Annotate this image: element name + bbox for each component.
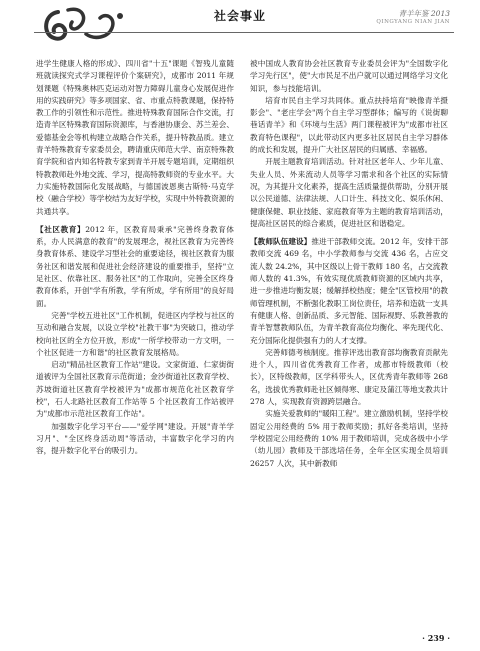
paragraph-text: 推进干部教师交流。2012 年，安排干部教师交流 469 名，中小学教师参与交流 436 名，占应交流人数 24.2%，其中区级以上骨干教师 180 名，占交流教师人数的 41.3%，有效实现优质教师资源的区域内共享，进一步推进均衡发展；缓解择校热度；健全"区管校用"的教师管理机制，不断强化教职工岗位责任，培养和造就一支具有健康人格、创新品质、多元智能、国际视野、乐教善教的青羊智慧教师队伍，为青羊教育高位均衡化、率先现代化、充分国际化提供强有力的人才支撑。	[250, 237, 448, 345]
paragraph: 培育市民自主学习共同体。重点扶持培育"映像青羊摄影会"、"老庄学会"两个自主学习型群体；编写的《说街聊巷话青羊》和《环境与生活》两门课程被评为"成都市社区教育特色课程"，以此带动区内更多社区居民自主学习群体的成长和发展，提升广大社区居民的归属感、幸福感。	[250, 95, 448, 155]
paragraph-text: 2012 年，区教育局秉承"完善终身教育体系，办人民满意的教育"的发展理念，视社区教育为完善终身教育体系、建设学习型社会的重要途径，视社区教育为服务社区和谐发展和促进社会经济建设的重要推手，坚持"立足社区、依靠社区、服务社区"的工作取向，完善全区终身教育体系，开创"学有所教，学有所成，学有所用"的良好局面。	[36, 224, 235, 308]
section-paragraph	[36, 224, 234, 310]
header-divider	[34, 32, 454, 33]
paragraph: 实施关爱教师的"暖阳工程"。建立激励机制，坚持学校固定公用经费的 5% 用于教师奖励；抓好各类培训，坚持学校固定公用经费的 10% 用于教师培训，完成各级中小学（幼儿园）教师及干部选培任务，全年全区实现全员培训 26257 人次，其中新教师	[250, 409, 448, 468]
paragraph: 完善"学校五进社区"工作机制，促进区内学校与社区的互动和融合发展，以设立学校"社教干事"为突破口，推动学校向社区的全方位开放，形成"一所学校带动一方文明，一个社区促进一方和谐"的社区教育发展格局。	[36, 310, 234, 357]
paragraph: 被中国成人教育协会社区教育专业委员会评为"全国数字化学习先行区"，使"大市民足不出户就可以通过网络学习文化知识，参与技能培训。	[250, 59, 448, 93]
section-heading-teacher-team: 【教师队伍建设】	[250, 237, 312, 247]
paragraph: 加强数字化学习平台——"爱学网"建设。开展"青羊学习月"、"全区终身活动周"等活动，丰富数字化学习的内容，提升数字化平台的吸引力。	[36, 421, 234, 456]
page-number: · 239 ·	[422, 633, 450, 643]
left-column	[36, 58, 234, 458]
section-paragraph	[250, 236, 448, 347]
section-heading-community-education: 【社区教育】	[36, 224, 86, 234]
right-column	[250, 58, 448, 470]
journal-name: 青羊年鉴 2013	[398, 9, 450, 18]
section-title: 社会事业	[213, 9, 266, 23]
paragraph: 开展主题教育培训活动。针对社区老年人、少年儿童、失业人员、外来流动人员等学习需求和各个社区的实际情况，为其提升文化素养，提高生活质量提供帮助，分别开展以公民道德、法律法规、人口计生、科技文化、娱乐休闲、健康保健、职业技能、家庭教育等为主题的教育培训活动，提高社区居民的综合素质，促进社区和谐稳定。	[250, 157, 448, 228]
page-header	[0, 0, 480, 50]
paragraph: 启动"精品社区教育工作站"建设。文家街道、仁家街街道被评为全国社区教育示范街道；金沙街道社区教育学校、苏坡街道社区教育学校被评为"成都市规范化社区教育学校"，石人北路社区教育工作站等 5 个社区教育工作站被评为"成都市示范社区教育工作站"。	[36, 360, 234, 419]
journal-subtitle: QINGYANG NIAN JIAN	[376, 19, 450, 25]
paragraph: 完善师德考核制度。推荐评选出教育部均衡教育贡献先进个人，四川省优秀教育工作者，成都市特级教师（校长），区特级教师，区学科带头人，区优秀青年教师等 268 名，选拔优秀教师赴社区倾得寒、康定及蒲江等地支教共计 278 人，实现教育资源跨层融合。	[250, 347, 448, 407]
paragraph: 进学生健康人格的形成》、四川省"十五"课题《智残儿童随班就读探究式学习课程评价个案研究》，成都市 2011 年规划课题《特殊奥林匹克运动对智力障碍儿童身心发展促进作用的实践研究》等多项国家、省、市重点特教课题，保持特教工作的引领性和示范性。推进特殊教育国际合作交流，打造青羊区特殊教育国际资源库，与香港协康会、苏兰差会、爱德基金会等机构建立战略合作关系，提升特教品质。建立青羊特殊教育专家委员会，聘请重庆师范大学、南京特殊教育学院和省内知名特教专家到青羊开展专题培训，定期组织特教教师赴外地交流、学习，提高特教师资的专业水平。大力实施特教国际化发展战略，与德国波恩奥古斯特·马克学校（融合学校）等学校结为友好学校，实现中外特教资源的共通共享。	[36, 59, 234, 216]
